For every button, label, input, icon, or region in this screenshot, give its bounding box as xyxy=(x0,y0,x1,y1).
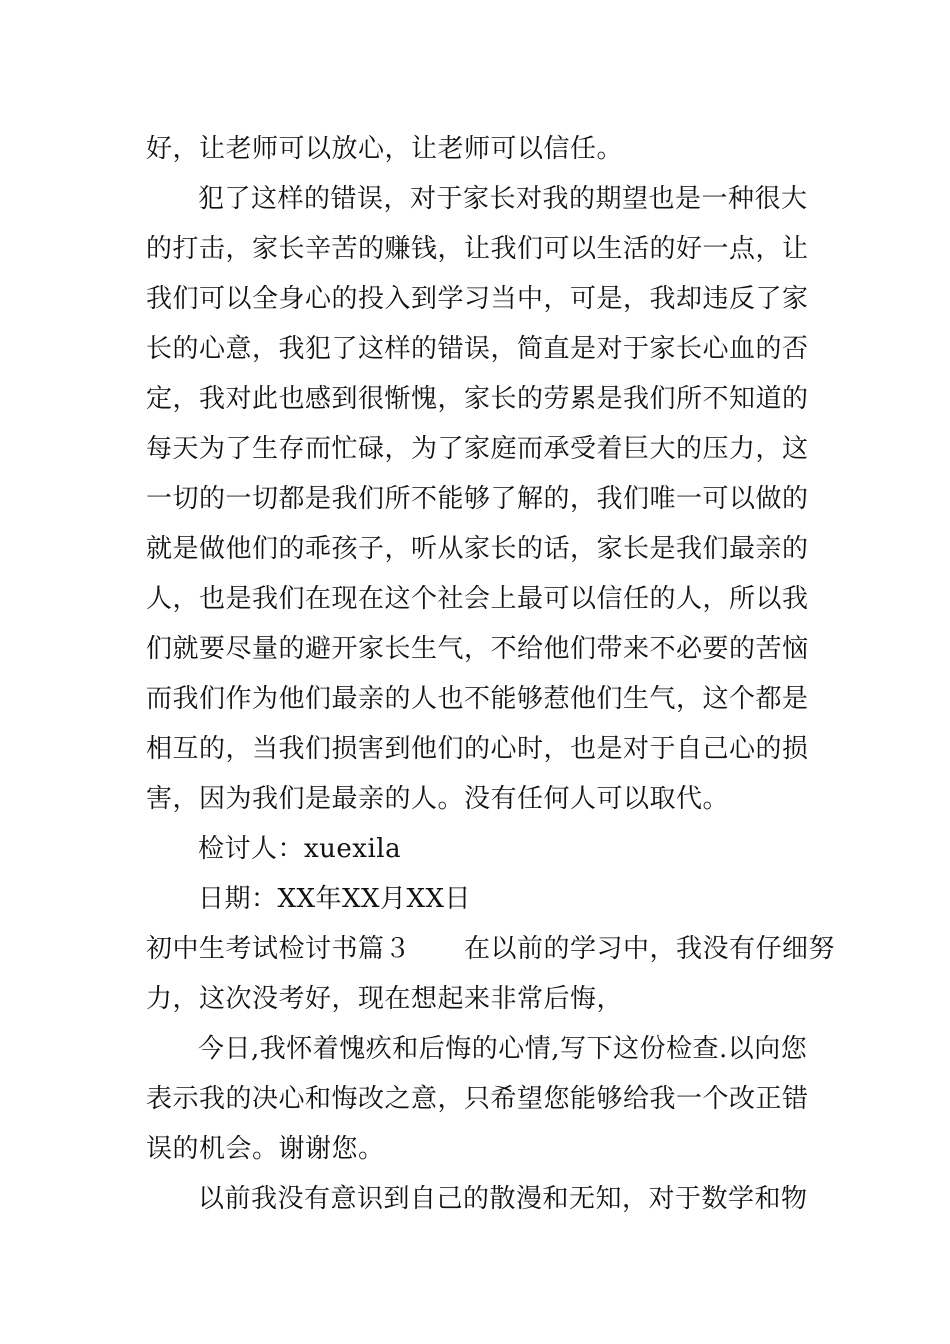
text-line: 害，因为我们是最亲的人。没有任何人可以取代。 xyxy=(146,784,730,814)
text-line: 的打击，家长辛苦的赚钱，让我们可以生活的好一点，让 xyxy=(146,234,809,264)
text-line: 相互的，当我们损害到他们的心时，也是对于自己心的损 xyxy=(146,734,809,764)
section-heading-line: 初中生考试检讨书篇３ 在以前的学习中，我没有仔细努 xyxy=(146,934,836,964)
text-line: 误的机会。谢谢您。 xyxy=(146,1134,385,1164)
paragraph-start-line: 今日,我怀着愧疚和后悔的心情,写下这份检查.以向您 xyxy=(198,1034,808,1064)
date-line: 日期：XX年XX月XX日 xyxy=(198,884,472,914)
text-line: 而我们作为他们最亲的人也不能够惹他们生气，这个都是 xyxy=(146,684,809,714)
text-line: 人，也是我们在现在这个社会上最可以信任的人，所以我 xyxy=(146,584,809,614)
text-line: 每天为了生存而忙碌，为了家庭而承受着巨大的压力，这 xyxy=(146,434,809,464)
text-line: 就是做他们的乖孩子，听从家长的话，家长是我们最亲的 xyxy=(146,534,809,564)
text-line: 们就要尽量的避开家长生气，不给他们带来不必要的苦恼 xyxy=(146,634,809,664)
paragraph-start-line: 以前我没有意识到自己的散漫和无知，对于数学和物 xyxy=(198,1184,808,1214)
paragraph-start-line: 犯了这样的错误，对于家长对我的期望也是一种很大 xyxy=(198,184,808,214)
text-line: 力，这次没考好，现在想起来非常后悔， xyxy=(146,984,624,1014)
reviewer-line: 检讨人：xuexila xyxy=(198,834,402,864)
text-line: 我们可以全身心的投入到学习当中，可是，我却违反了家 xyxy=(146,284,809,314)
text-line: 好，让老师可以放心，让老师可以信任。 xyxy=(146,134,624,164)
text-line: 长的心意，我犯了这样的错误，简直是对于家长心血的否 xyxy=(146,334,809,364)
text-line: 表示我的决心和悔改之意，只希望您能够给我一个改正错 xyxy=(146,1084,809,1114)
text-line: 定，我对此也感到很惭愧，家长的劳累是我们所不知道的 xyxy=(146,384,809,414)
text-line: 一切的一切都是我们所不能够了解的，我们唯一可以做的 xyxy=(146,484,809,514)
